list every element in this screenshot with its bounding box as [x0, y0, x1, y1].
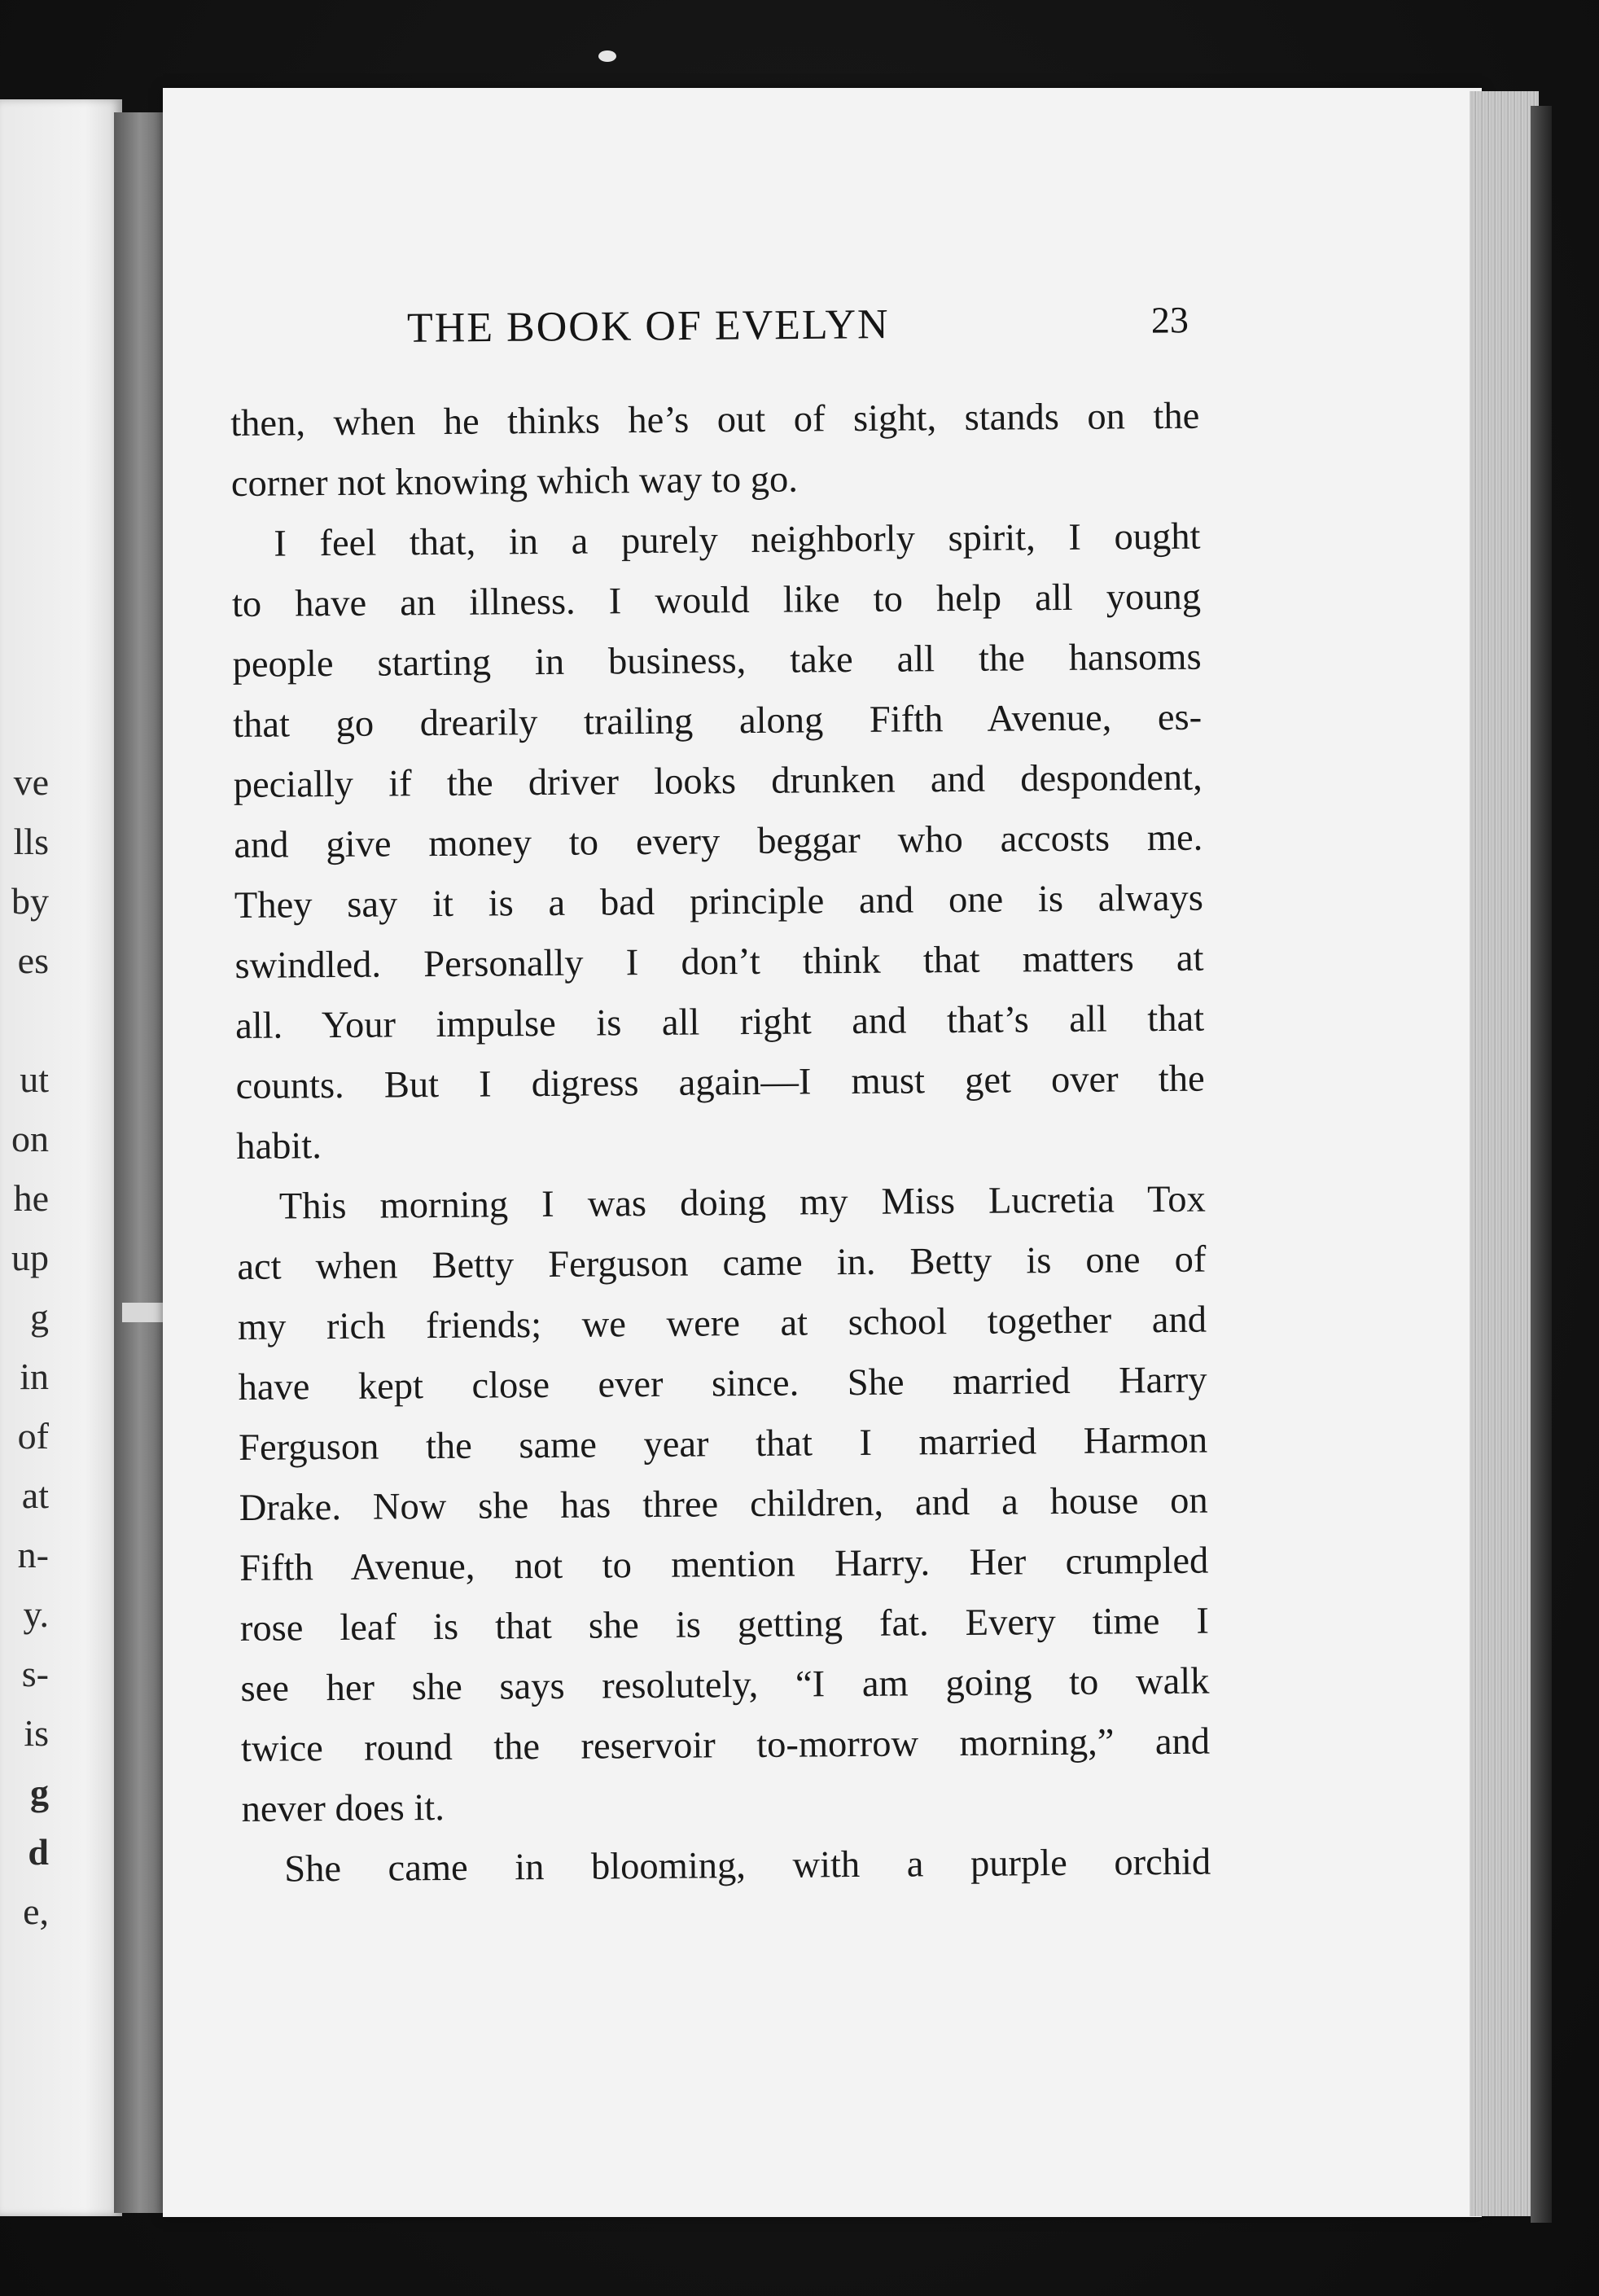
- left-fragment: by: [11, 880, 49, 922]
- left-fragment: is: [24, 1712, 49, 1754]
- left-fragment: es: [17, 940, 49, 981]
- text-line: and give money to every beggar who accosts me.: [234, 817, 1203, 866]
- text-line: see her she says resolutely, “I am going to walk: [240, 1660, 1210, 1710]
- text-line: pecially if the driver looks drunken and despondent,: [233, 756, 1203, 806]
- page-header: [407, 298, 1189, 361]
- text-line: people starting in business, take all the hansoms: [232, 636, 1202, 686]
- text-line: This morning I was doing my Miss Lucretia Tox: [278, 1178, 1206, 1228]
- text-line: Fifth Avenue, not to mention Harry. Her crumpled: [239, 1540, 1209, 1589]
- running-head: THE BOOK OF EVELYN: [406, 301, 890, 352]
- left-facing-page: [0, 99, 122, 2216]
- page-number: 23: [1150, 299, 1189, 341]
- text-line: never does it.: [241, 1786, 445, 1830]
- text-line: then, when he thinks he’s out of sight, stands on the: [230, 395, 1200, 445]
- cover-edge: [1531, 106, 1552, 2223]
- page-block-edges: [1470, 91, 1539, 2216]
- left-fragment: ut: [20, 1058, 49, 1100]
- left-fragment: s-: [21, 1653, 49, 1694]
- left-fragment: ve: [13, 761, 49, 803]
- text-line: She came in blooming, with a purple orchid: [284, 1841, 1211, 1891]
- text-line: Ferguson the same year that I married Harmon: [238, 1419, 1208, 1469]
- text-line: counts. But I digress again—I must get over the: [235, 1058, 1205, 1107]
- text-line: act when Betty Ferguson came in. Betty is one of: [237, 1238, 1207, 1288]
- left-fragment: g: [30, 1296, 49, 1338]
- text-line: all. Your impulse is all right and that’s all that: [234, 997, 1205, 1047]
- scan-speck: [598, 50, 616, 62]
- text-line: They say it is a bad principle and one is always: [234, 877, 1204, 927]
- left-fragment: lls: [13, 821, 49, 862]
- left-fragment: up: [11, 1237, 49, 1278]
- text-line: Drake. Now she has three children, and a house on: [239, 1479, 1208, 1529]
- left-fragment: e,: [23, 1891, 49, 1932]
- left-fragment: on: [11, 1118, 49, 1159]
- left-fragment: n-: [17, 1534, 49, 1575]
- text-line: corner not knowing which way to go.: [230, 458, 799, 505]
- text-line: twice round the reservoir to-morrow morning,” and: [240, 1720, 1211, 1770]
- left-fragment: he: [13, 1177, 49, 1219]
- text-line: swindled. Personally I don’t think that matters at: [234, 937, 1204, 987]
- text-line: habit.: [236, 1125, 322, 1168]
- left-fragment: at: [21, 1474, 49, 1516]
- text-line: my rich friends; we were at school together and: [237, 1299, 1207, 1348]
- text-line: that go drearily trailing along Fifth Avenue, es-: [232, 696, 1203, 746]
- text-line: have kept close ever since. She married Harry: [238, 1359, 1207, 1409]
- text-line: rose leaf is that she is getting fat. Every time I: [239, 1600, 1210, 1650]
- left-fragment: of: [17, 1415, 49, 1457]
- text-line: to have an illness. I would like to help all young: [231, 576, 1202, 625]
- text-line: I feel that, in a purely neighborly spirit, I ought: [274, 515, 1201, 565]
- left-fragment: d: [28, 1831, 49, 1873]
- left-fragment: y.: [23, 1593, 49, 1635]
- left-fragment: in: [20, 1356, 49, 1397]
- left-fragment: g: [30, 1772, 49, 1813]
